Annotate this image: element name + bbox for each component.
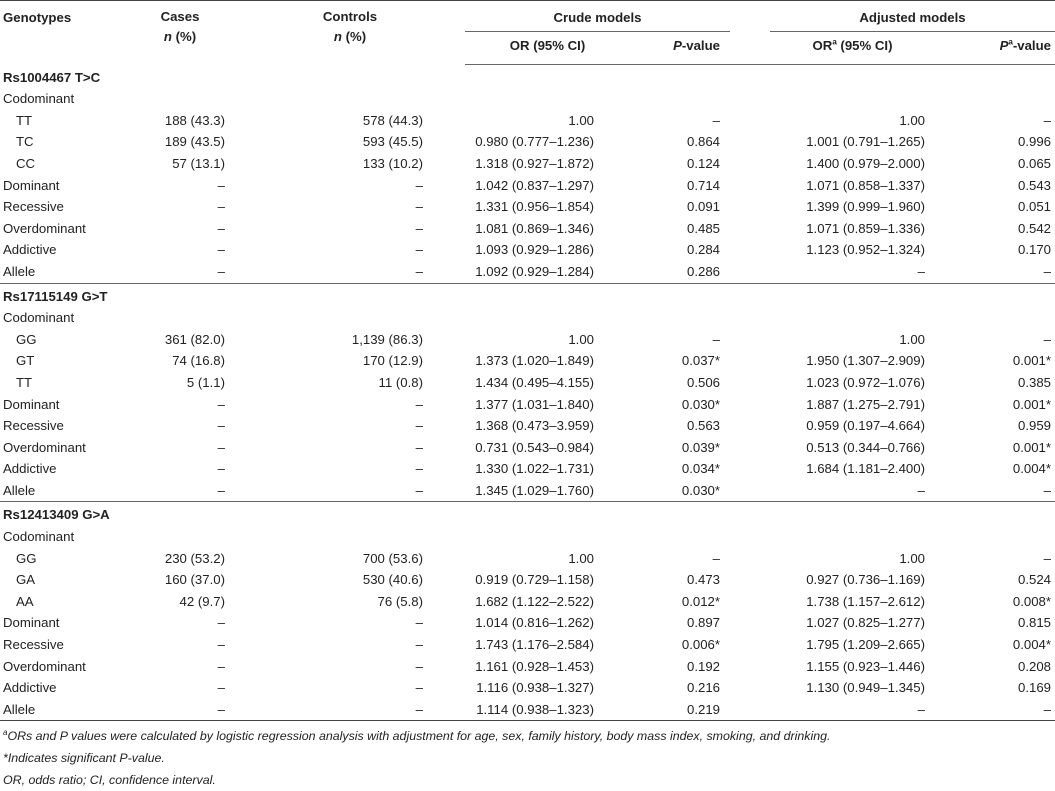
header-adjusted-or-ci: $OR^a$ (95% CI): [740, 32, 965, 65]
crude-p-cell: 0.563: [686, 418, 720, 434]
cases-cell: –: [217, 396, 225, 412]
adjusted-or-cell: 1.130 (0.949–1.345): [806, 680, 925, 696]
table-body: [0, 64, 1055, 721]
table-row: [0, 88, 1055, 110]
table-row: [0, 307, 1055, 329]
section-header-row: [0, 283, 1055, 307]
adjusted-or-cell: 1.795 (1.209–2.665): [806, 637, 925, 653]
crude-p-cell: 0.030*: [681, 482, 720, 498]
crude-or-cell: 1.743 (1.176–2.584): [475, 637, 594, 653]
cases-cell: [125, 88, 235, 110]
controls-cell: 530 (40.6): [362, 572, 423, 588]
crude-or-cell: 1.377 (1.031–1.840): [475, 396, 594, 412]
genotype-label: Dominant: [3, 177, 60, 193]
crude-or-cell: 1.318 (0.927–1.872): [475, 155, 594, 171]
table-row: [0, 699, 1055, 721]
crude-or-cell: [465, 526, 630, 548]
adjusted-or-cell: [740, 307, 965, 329]
controls-cell: –: [235, 699, 465, 721]
crude-or-cell: 1.434 (0.495–4.155): [475, 374, 594, 390]
adjusted-or-cell: 1.684 (1.181–2.400): [806, 461, 925, 477]
table-row: [0, 372, 1055, 394]
genotype-label: Codominant: [3, 91, 75, 107]
crude-p-cell: 0.006*: [681, 637, 720, 653]
crude-p-cell: –: [712, 550, 720, 566]
adjusted-or-cell: 0.959 (0.197–4.664): [806, 418, 925, 434]
adjusted-or-cell: 1.071 (0.858–1.337): [806, 177, 925, 193]
table-row: [0, 656, 1055, 678]
genotype-label: CC: [16, 155, 36, 171]
adjusted-p-cell: 0.542: [1017, 220, 1051, 236]
cases-cell: 230 (53.2): [164, 550, 225, 566]
controls-cell: 578 (44.3): [362, 112, 423, 128]
cases-cell: –: [217, 482, 225, 498]
cases-cell: –: [217, 220, 225, 236]
table-row: [0, 480, 1055, 502]
crude-or-cell: 1.161 (0.928–1.453): [475, 658, 594, 674]
table-row: [0, 591, 1055, 613]
header-genotypes: Genotypes: [3, 10, 72, 25]
table-row: [0, 153, 1055, 175]
cases-cell: –: [217, 658, 225, 674]
genotype-label: Codominant: [3, 310, 75, 326]
genotype-label: Allele: [3, 263, 36, 279]
crude-p-cell: 0.012*: [681, 593, 720, 609]
adjusted-or-cell: 1.123 (0.952–1.324): [806, 242, 925, 258]
table-row: [0, 110, 1055, 132]
crude-p-cell: 0.897: [686, 615, 720, 631]
genotype-label: Overdominant: [3, 439, 86, 455]
adjusted-p-cell: –: [1043, 112, 1051, 128]
crude-or-cell: 0.731 (0.543–0.984): [475, 439, 594, 455]
crude-or-cell: 1.345 (1.029–1.760): [475, 482, 594, 498]
header-cases: Cases n (%): [160, 9, 200, 44]
table-row: [0, 394, 1055, 416]
adjusted-p-cell: [965, 526, 1055, 548]
table-row: [0, 131, 1055, 153]
crude-p-cell: 0.091: [686, 199, 720, 215]
crude-or-cell: 1.373 (1.020–1.849): [475, 353, 594, 369]
crude-or-cell: 1.00: [568, 550, 594, 566]
crude-p-cell: [630, 526, 740, 548]
adjusted-or-cell: 1.399 (0.999–1.960): [806, 199, 925, 215]
adjusted-or-cell: 1.027 (0.825–1.277): [806, 615, 925, 631]
header-adjusted-models: Adjusted models: [740, 1, 1055, 32]
crude-or-cell: 1.00: [568, 112, 594, 128]
crude-or-cell: [465, 88, 630, 110]
crude-or-cell: 1.081 (0.869–1.346): [475, 220, 594, 236]
crude-or-cell: 1.330 (1.022–1.731): [475, 461, 594, 477]
table-row: [0, 415, 1055, 437]
section-title: Rs12413409 G>A: [0, 502, 1055, 526]
cases-cell: –: [217, 242, 225, 258]
adjusted-or-cell: 1.071 (0.859–1.336): [806, 220, 925, 236]
section-title: Rs1004467 T>C: [3, 69, 101, 85]
controls-cell: –: [415, 615, 423, 631]
genotype-label: Allele: [3, 482, 36, 498]
crude-p-cell: 0.124: [686, 155, 720, 171]
crude-or-cell: [465, 307, 630, 329]
crude-p-cell: 0.039*: [681, 439, 720, 455]
adjusted-or-cell: 1.00: [899, 331, 925, 347]
genotype-label: Addictive: [3, 680, 57, 696]
controls-cell: –: [415, 263, 423, 279]
crude-p-cell: 0.714: [686, 177, 720, 193]
controls-cell: –: [415, 658, 423, 674]
cases-cell: –: [217, 615, 225, 631]
table-row: [0, 196, 1055, 218]
table-row: [0, 548, 1055, 570]
cases-cell: [125, 307, 235, 329]
adjusted-p-cell: 0.996: [1017, 134, 1051, 150]
cases-cell: 74 (16.8): [172, 353, 225, 369]
genotype-label: Addictive: [3, 242, 57, 258]
adjusted-p-cell: 0.065: [1017, 155, 1051, 171]
adjusted-or-cell: [740, 88, 965, 110]
cases-cell: –: [217, 439, 225, 455]
genotype-label: Allele: [0, 699, 125, 721]
cases-cell: 42 (9.7): [179, 593, 225, 609]
table-row: [0, 437, 1055, 459]
table-row: [0, 239, 1055, 261]
cases-cell: 188 (43.3): [164, 112, 225, 128]
crude-or-cell: 1.014 (0.816–1.262): [475, 615, 594, 631]
adjusted-p-cell: –: [1043, 482, 1051, 498]
crude-or-cell: 0.980 (0.777–1.236): [475, 134, 594, 150]
controls-cell: –: [415, 637, 423, 653]
cases-cell: 160 (37.0): [164, 572, 225, 588]
adjusted-p-cell: 0.959: [1017, 418, 1051, 434]
controls-cell: –: [415, 461, 423, 477]
header-controls: Controls n (%): [322, 9, 378, 44]
adjusted-or-cell: –: [740, 699, 965, 721]
adjusted-p-cell: 0.004*: [1012, 637, 1051, 653]
adjusted-p-cell: 0.543: [1017, 177, 1051, 193]
cases-cell: –: [217, 461, 225, 477]
controls-cell: 1,139 (86.3): [351, 331, 423, 347]
cases-cell: –: [217, 637, 225, 653]
genotype-label: GG: [16, 331, 37, 347]
table-row: [0, 175, 1055, 197]
controls-cell: –: [415, 177, 423, 193]
table-row: [0, 612, 1055, 634]
adjusted-p-cell: –: [1043, 263, 1051, 279]
controls-cell: [235, 307, 465, 329]
crude-or-cell: 1.114 (0.938–1.323): [465, 699, 630, 721]
crude-or-cell: 1.682 (1.122–2.522): [475, 593, 594, 609]
adjusted-p-cell: 0.001*: [1012, 439, 1051, 455]
controls-cell: –: [415, 418, 423, 434]
adjusted-or-cell: –: [917, 263, 925, 279]
cases-cell: 5 (1.1): [186, 374, 225, 390]
adjusted-p-cell: –: [1043, 331, 1051, 347]
adjusted-or-cell: 1.001 (0.791–1.265): [806, 134, 925, 150]
genotype-label: Overdominant: [3, 220, 86, 236]
crude-p-cell: –: [712, 112, 720, 128]
cases-cell: 57 (13.1): [172, 155, 225, 171]
controls-cell: 593 (45.5): [362, 134, 423, 150]
crude-or-cell: 1.116 (0.938–1.327): [476, 680, 594, 696]
table-header: [0, 1, 1055, 65]
table-row: [0, 458, 1055, 480]
table-row: [0, 350, 1055, 372]
section-header-row: [0, 502, 1055, 526]
crude-p-cell: 0.219: [630, 699, 740, 721]
crude-p-cell: 0.485: [686, 220, 720, 236]
section-header-row: [0, 64, 1055, 88]
genotype-label: GG: [16, 550, 37, 566]
controls-cell: –: [415, 680, 423, 696]
adjusted-p-cell: [965, 88, 1055, 110]
header-or-ci: OR (95% CI): [465, 32, 630, 65]
crude-or-cell: 1.00: [568, 331, 594, 347]
adjusted-or-cell: 1.00: [899, 550, 925, 566]
genotype-label: Addictive: [3, 461, 57, 477]
adjusted-p-cell: 0.170: [1017, 242, 1051, 258]
adjusted-p-cell: 0.008*: [1012, 593, 1051, 609]
adjusted-or-cell: 1.155 (0.923–1.446): [806, 658, 925, 674]
header-adjusted-p-value: $P^a$-value: [965, 32, 1055, 65]
cases-cell: –: [217, 177, 225, 193]
adjusted-or-cell: 1.887 (1.275–2.791): [806, 396, 925, 412]
crude-or-cell: 1.093 (0.929–1.286): [475, 242, 594, 258]
genotype-label: Recessive: [3, 199, 64, 215]
adjusted-p-cell: [965, 307, 1055, 329]
genotype-label: Overdominant: [3, 658, 86, 674]
controls-cell: 170 (12.9): [362, 353, 423, 369]
controls-cell: [235, 88, 465, 110]
adjusted-p-cell: 0.004*: [1012, 461, 1051, 477]
controls-cell: –: [415, 220, 423, 236]
table-row: [0, 569, 1055, 591]
adjusted-p-cell: 0.169: [1017, 680, 1051, 696]
genotype-label: TT: [16, 374, 33, 390]
adjusted-p-cell: 0.001*: [1012, 396, 1051, 412]
table-row: [0, 218, 1055, 240]
crude-p-cell: 0.506: [686, 374, 720, 390]
crude-p-cell: [630, 88, 740, 110]
adjusted-p-cell: 0.001*: [1012, 353, 1051, 369]
genotype-label: GT: [16, 353, 35, 369]
crude-p-cell: 0.473: [686, 572, 720, 588]
controls-cell: –: [415, 199, 423, 215]
controls-cell: 133 (10.2): [362, 155, 423, 171]
adjusted-or-cell: 1.023 (0.972–1.076): [806, 374, 925, 390]
cases-cell: –: [125, 699, 235, 721]
cases-cell: 361 (82.0): [164, 331, 225, 347]
adjusted-p-cell: 0.385: [1017, 374, 1051, 390]
genotype-label: TT: [16, 112, 33, 128]
genotype-label: GA: [16, 572, 36, 588]
adjusted-or-cell: –: [917, 482, 925, 498]
crude-p-cell: 0.030*: [681, 396, 720, 412]
genotype-label: Codominant: [3, 529, 75, 545]
controls-cell: 76 (5.8): [377, 593, 423, 609]
crude-p-cell: 0.864: [686, 134, 720, 150]
adjusted-p-cell: 0.208: [1017, 658, 1051, 674]
cases-cell: –: [217, 199, 225, 215]
crude-p-cell: –: [712, 331, 720, 347]
table-row: [0, 261, 1055, 283]
adjusted-or-cell: 1.400 (0.979–2.000): [806, 155, 925, 171]
cases-cell: 189 (43.5): [164, 134, 225, 150]
controls-cell: 700 (53.6): [362, 550, 423, 566]
adjusted-or-cell: 1.738 (1.157–2.612): [806, 593, 925, 609]
table-row: [0, 677, 1055, 699]
section-title: Rs17115149 G>T: [0, 283, 1055, 307]
crude-p-cell: [630, 307, 740, 329]
controls-cell: –: [415, 242, 423, 258]
cases-cell: –: [217, 418, 225, 434]
header-p-value: P-value: [630, 32, 740, 65]
table-row: [0, 526, 1055, 548]
controls-cell: –: [415, 439, 423, 455]
adjusted-or-cell: 1.00: [899, 112, 925, 128]
genotype-label: Recessive: [3, 637, 64, 653]
adjusted-or-cell: [740, 526, 965, 548]
table-row: [0, 329, 1055, 351]
footnote-abbreviations: OR, odds ratio; CI, confidence interval.: [3, 773, 216, 788]
adjusted-p-cell: –: [965, 699, 1055, 721]
controls-cell: 11 (0.8): [378, 374, 423, 390]
crude-or-cell: 1.331 (0.956–1.854): [475, 199, 594, 215]
crude-p-cell: 0.286: [686, 263, 720, 279]
genotype-label: TC: [16, 134, 34, 150]
genotype-label: Recessive: [3, 418, 64, 434]
adjusted-p-cell: –: [1043, 550, 1051, 566]
crude-p-cell: 0.216: [686, 680, 720, 696]
genotype-label: Dominant: [3, 615, 60, 631]
crude-p-cell: 0.037*: [681, 353, 720, 369]
cases-cell: –: [217, 263, 225, 279]
footnote-adjustment: $^a$ORs and P values were calculated by logistic regression analysis with adjustment for age, sex, family history, body mass index, smoking, and drinking.: [3, 728, 831, 744]
controls-cell: [235, 526, 465, 548]
adjusted-p-cell: 0.524: [1017, 572, 1051, 588]
cases-cell: –: [217, 680, 225, 696]
adjusted-or-cell: 0.927 (0.736–1.169): [806, 572, 925, 588]
controls-cell: –: [415, 396, 423, 412]
adjusted-p-cell: 0.051: [1017, 199, 1051, 215]
controls-cell: –: [415, 482, 423, 498]
crude-or-cell: 0.919 (0.729–1.158): [475, 572, 594, 588]
crude-or-cell: 1.368 (0.473–3.959): [475, 418, 594, 434]
crude-p-cell: 0.034*: [681, 461, 720, 477]
footnote-significance: *Indicates significant P-value.: [3, 751, 165, 766]
cases-cell: [125, 526, 235, 548]
table-row: [0, 634, 1055, 656]
adjusted-or-cell: 0.513 (0.344–0.766): [806, 439, 925, 455]
crude-or-cell: 1.042 (0.837–1.297): [475, 177, 594, 193]
adjusted-p-cell: 0.815: [1017, 615, 1051, 631]
adjusted-or-cell: 1.950 (1.307–2.909): [806, 353, 925, 369]
crude-or-cell: 1.092 (0.929–1.284): [475, 263, 594, 279]
crude-p-cell: 0.192: [686, 658, 720, 674]
crude-p-cell: 0.284: [686, 242, 720, 258]
footnotes: [0, 725, 1055, 791]
header-crude-models: Crude models: [465, 1, 740, 32]
genotype-label: Dominant: [3, 396, 60, 412]
genotype-label: AA: [16, 593, 34, 609]
